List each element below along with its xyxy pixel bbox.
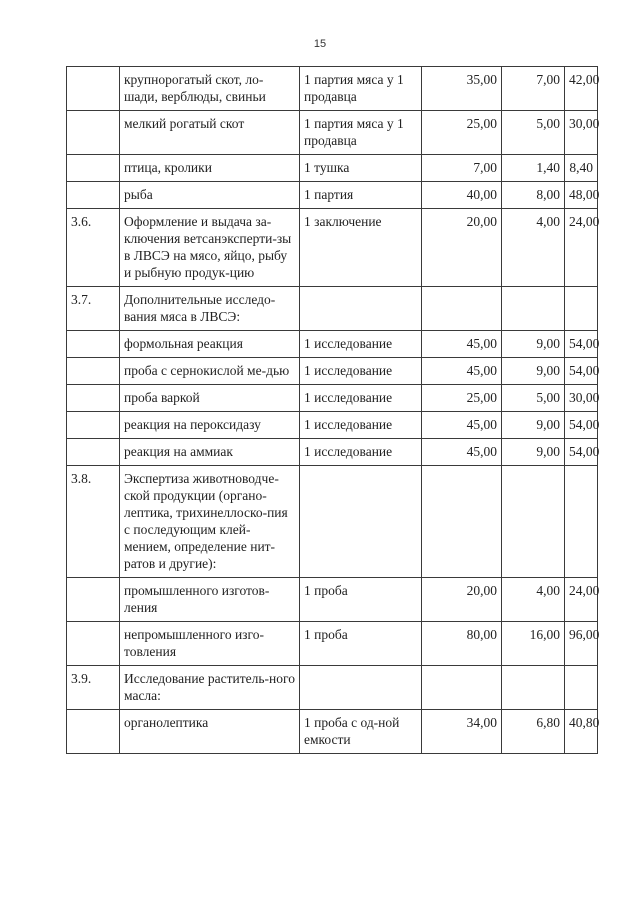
price-value-cell [422, 466, 502, 578]
unit-of-measure-cell: 1 проба [300, 622, 422, 666]
total-value-cell: 8,40 [565, 155, 598, 182]
unit-of-measure-cell: 1 исследование [300, 412, 422, 439]
unit-of-measure-cell: 1 исследование [300, 439, 422, 466]
service-name-cell: мелкий рогатый скот [120, 111, 300, 155]
row-number-cell [67, 578, 120, 622]
row-number-cell [67, 710, 120, 754]
unit-of-measure-cell: 1 партия [300, 182, 422, 209]
unit-of-measure-cell [300, 466, 422, 578]
price-value-cell: 80,00 [422, 622, 502, 666]
price-value-cell: 20,00 [422, 578, 502, 622]
price-value-cell: 20,00 [422, 209, 502, 287]
service-name-cell: проба варкой [120, 385, 300, 412]
service-name-cell: Дополнительные исследо-вания мяса в ЛВСЭ: [120, 287, 300, 331]
total-value-cell: 24,00 [565, 209, 598, 287]
table-row [67, 412, 598, 439]
table-row [67, 155, 598, 182]
vat-value-cell: 1,40 [502, 155, 565, 182]
total-value-cell: 54,00 [565, 439, 598, 466]
service-name-cell: промышленного изготов-ления [120, 578, 300, 622]
total-value-cell: 24,00 [565, 578, 598, 622]
vat-value-cell: 5,00 [502, 111, 565, 155]
vat-value-cell: 16,00 [502, 622, 565, 666]
vat-value-cell [502, 287, 565, 331]
table-row [67, 331, 598, 358]
price-value-cell: 45,00 [422, 358, 502, 385]
total-value-cell [565, 666, 598, 710]
table-row [67, 111, 598, 155]
row-number-cell [67, 385, 120, 412]
row-number-cell: 3.8. [67, 466, 120, 578]
row-number-cell [67, 412, 120, 439]
service-name-cell: органолептика [120, 710, 300, 754]
unit-of-measure-cell: 1 проба [300, 578, 422, 622]
unit-of-measure-cell: 1 исследование [300, 331, 422, 358]
total-value-cell: 30,00 [565, 385, 598, 412]
table-row [67, 466, 598, 578]
table-row [67, 209, 598, 287]
vat-value-cell: 8,00 [502, 182, 565, 209]
price-value-cell: 45,00 [422, 439, 502, 466]
service-name-cell: реакция на пероксидазу [120, 412, 300, 439]
unit-of-measure-cell: 1 партия мяса у 1 продавца [300, 67, 422, 111]
total-value-cell: 40,80 [565, 710, 598, 754]
total-value-cell: 54,00 [565, 412, 598, 439]
table-row [67, 439, 598, 466]
row-number-cell: 3.9. [67, 666, 120, 710]
price-value-cell [422, 287, 502, 331]
total-value-cell [565, 287, 598, 331]
price-value-cell: 45,00 [422, 331, 502, 358]
unit-of-measure-cell: 1 заключение [300, 209, 422, 287]
vat-value-cell: 4,00 [502, 209, 565, 287]
service-name-cell: проба с сернокислой ме-дью [120, 358, 300, 385]
service-name-cell: крупнорогатый скот, ло-шади, верблюды, свиньи [120, 67, 300, 111]
row-number-cell [67, 111, 120, 155]
price-value-cell: 25,00 [422, 111, 502, 155]
service-name-cell: реакция на аммиак [120, 439, 300, 466]
row-number-cell [67, 331, 120, 358]
vat-value-cell: 7,00 [502, 67, 565, 111]
vat-value-cell: 5,00 [502, 385, 565, 412]
total-value-cell: 48,00 [565, 182, 598, 209]
unit-of-measure-cell: 1 партия мяса у 1 продавца [300, 111, 422, 155]
row-number-cell [67, 358, 120, 385]
table-row [67, 358, 598, 385]
row-number-cell [67, 622, 120, 666]
unit-of-measure-cell: 1 тушка [300, 155, 422, 182]
table-row [67, 182, 598, 209]
total-value-cell: 54,00 [565, 358, 598, 385]
table-row [67, 622, 598, 666]
price-value-cell: 45,00 [422, 412, 502, 439]
page-number: 15 [313, 38, 327, 50]
unit-of-measure-cell: 1 исследование [300, 358, 422, 385]
vat-value-cell: 9,00 [502, 358, 565, 385]
service-name-cell: непромышленного изго-товления [120, 622, 300, 666]
service-name-cell: Оформление и выдача за-ключения ветсанэксперти-зы в ЛВСЭ на мясо, яйцо, рыбу и рыбную продук-цию [120, 209, 300, 287]
unit-of-measure-cell: 1 исследование [300, 385, 422, 412]
price-value-cell: 40,00 [422, 182, 502, 209]
price-value-cell: 7,00 [422, 155, 502, 182]
service-name-cell: рыба [120, 182, 300, 209]
price-value-cell [422, 666, 502, 710]
unit-of-measure-cell [300, 666, 422, 710]
vat-value-cell: 9,00 [502, 412, 565, 439]
row-number-cell [67, 67, 120, 111]
table-row [67, 578, 598, 622]
total-value-cell: 42,00 [565, 67, 598, 111]
vat-value-cell: 6,80 [502, 710, 565, 754]
price-value-cell: 25,00 [422, 385, 502, 412]
row-number-cell [67, 155, 120, 182]
price-table [66, 66, 598, 754]
service-name-cell: формольная реакция [120, 331, 300, 358]
price-value-cell: 34,00 [422, 710, 502, 754]
total-value-cell: 54,00 [565, 331, 598, 358]
service-name-cell: Исследование раститель-ного масла: [120, 666, 300, 710]
total-value-cell [565, 466, 598, 578]
service-name-cell: Экспертиза животноводче-ской продукции (органо-лептика, трихинеллоско-пия с последующим клей-мением, определение нит-ратов и другие): [120, 466, 300, 578]
vat-value-cell: 9,00 [502, 439, 565, 466]
table-row [67, 67, 598, 111]
vat-value-cell [502, 466, 565, 578]
row-number-cell: 3.6. [67, 209, 120, 287]
table-row [67, 385, 598, 412]
table-row [67, 287, 598, 331]
vat-value-cell: 4,00 [502, 578, 565, 622]
total-value-cell: 96,00 [565, 622, 598, 666]
unit-of-measure-cell [300, 287, 422, 331]
unit-of-measure-cell: 1 проба с од-ной емкости [300, 710, 422, 754]
total-value-cell: 30,00 [565, 111, 598, 155]
row-number-cell [67, 439, 120, 466]
table-row [67, 666, 598, 710]
row-number-cell: 3.7. [67, 287, 120, 331]
vat-value-cell [502, 666, 565, 710]
service-name-cell: птица, кролики [120, 155, 300, 182]
price-value-cell: 35,00 [422, 67, 502, 111]
row-number-cell [67, 182, 120, 209]
price-table-body [67, 67, 598, 754]
table-row [67, 710, 598, 754]
vat-value-cell: 9,00 [502, 331, 565, 358]
